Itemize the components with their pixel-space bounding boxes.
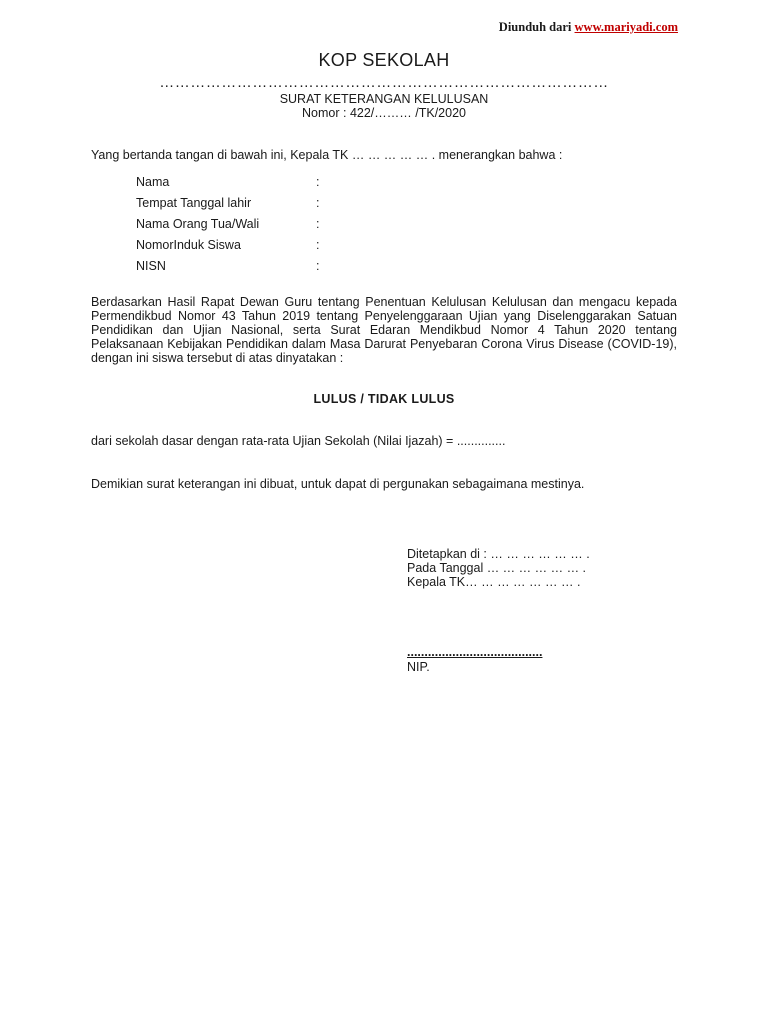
field-label: Nama Orang Tua/Wali	[136, 217, 260, 231]
download-prefix: Diunduh dari	[498, 20, 575, 34]
signature-nip: NIP.	[407, 660, 430, 674]
field-label: NomorInduk Siswa	[136, 238, 241, 252]
body-paragraph: Berdasarkan Hasil Rapat Dewan Guru tentang Penentuan Kelulusan Kelulusan dan mengacu kepada Permendikbud Nomor 43 Tahun 2019 tentang Penyelenggaraan Ujian yang Diselenggarakan Satuan Pendidikan dan Ujian Nasional, serta Surat Edaran Mendikbud Nomor 4 Tahun 2020 tentang Pelaksanaan Kebijakan Pendidikan dalam Masa Darurat Penyebaran Corona Virus Disease (COVID-19), dengan ini siswa tersebut di atas dinyatakan :	[91, 295, 677, 365]
field-colon: :	[316, 259, 320, 273]
field-colon: :	[316, 175, 320, 189]
signature-name-line: .......................................	[407, 645, 543, 659]
closing-paragraph: Demikian surat keterangan ini dibuat, untuk dapat di pergunakan sebagaimana mestinya.	[91, 477, 585, 491]
letterhead-title: KOP SEKOLAH	[318, 50, 450, 70]
graduation-status: LULUS / TIDAK LULUS	[313, 392, 455, 406]
signature-place: Ditetapkan di : … … … … … … .	[407, 547, 590, 561]
field-label: NISN	[136, 259, 166, 273]
download-source-note	[499, 20, 678, 35]
document-heading	[0, 92, 768, 120]
download-source-link[interactable]: www.mariyadi.com	[574, 20, 678, 34]
field-label: Nama	[136, 175, 170, 189]
signature-position: Kepala TK… … … … … … … .	[407, 575, 581, 589]
field-label: Tempat Tanggal lahir	[136, 196, 252, 210]
signature-block	[407, 547, 590, 589]
average-score-line: dari sekolah dasar dengan rata-rata Ujian Sekolah (Nilai Ijazah) = ..............	[91, 434, 506, 448]
document-number: Nomor : 422/……… /TK/2020	[302, 106, 466, 120]
field-colon: :	[316, 238, 320, 252]
signature-date: Pada Tanggal … … … … … … .	[407, 561, 587, 575]
document-title: SURAT KETERANGAN KELULUSAN	[279, 92, 489, 106]
opening-statement: Yang bertanda tangan di bawah ini, Kepala TK … … … … … . menerangkan bahwa :	[91, 148, 563, 162]
field-colon: :	[316, 196, 320, 210]
letterhead-dotted-rule: ……………………………………………………………………………	[159, 74, 609, 91]
field-colon: :	[316, 217, 320, 231]
